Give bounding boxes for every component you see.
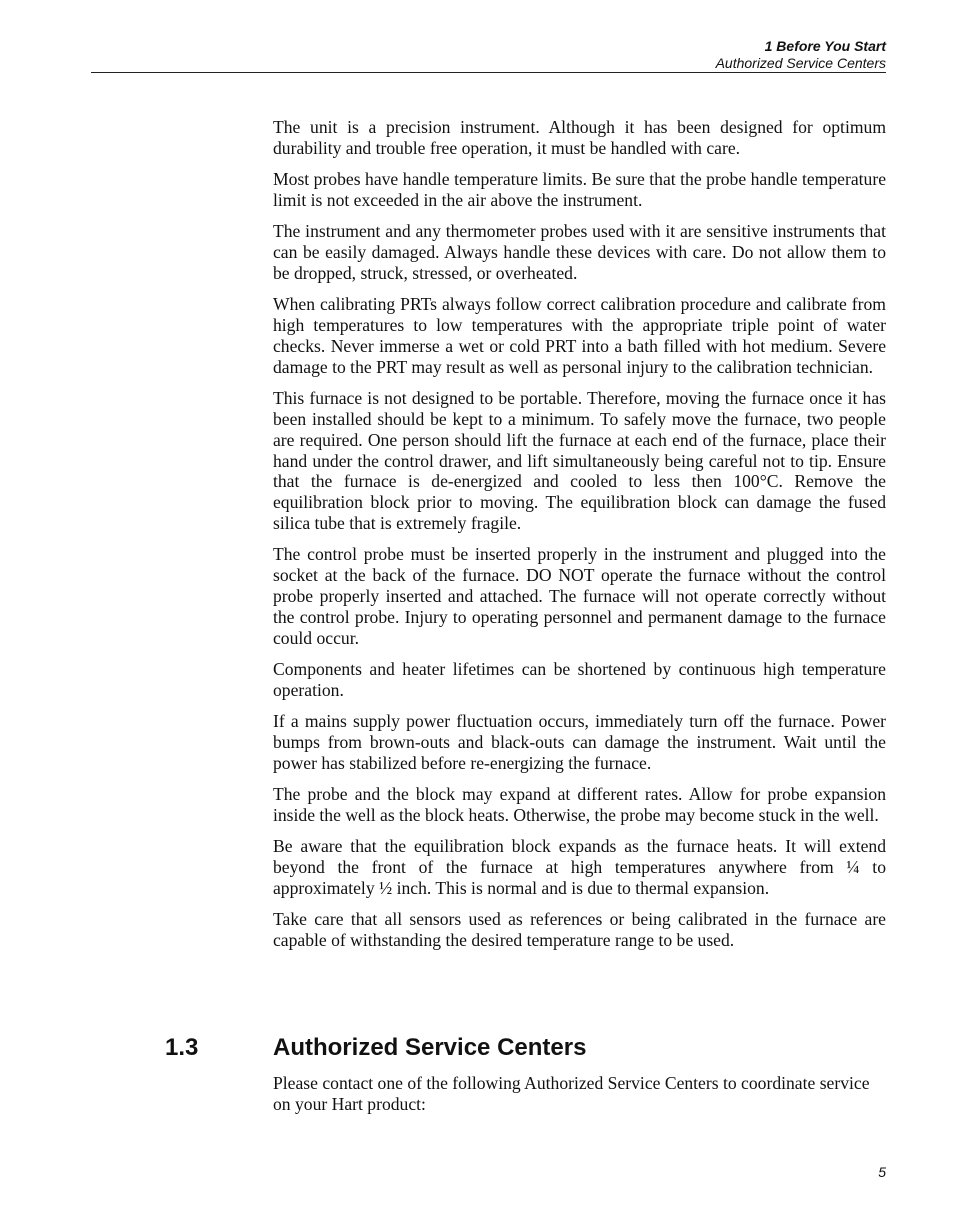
section-intro: Please contact one of the following Authorized Service Centers to coordinate service on your Hart product: xyxy=(273,1073,870,1114)
paragraph-probe-handle-limits: Most probes have handle temperature limits. Be sure that the probe handle temperature limit is not exceeded in the air above the instrument. xyxy=(273,169,886,210)
paragraph-control-probe: The control probe must be inserted properly in the instrument and plugged into the socket at the back of the furnace. DO NOT operate the furnace without the control probe properly inserted and attached. The furnace will not operate correctly without the control probe. Injury to operating personnel and permanent damage to the furnace could occur. xyxy=(273,544,886,648)
paragraph-sensor-range: Take care that all sensors used as references or being calibrated in the furnace are capable of withstanding the desired temperature range to be used. xyxy=(273,909,886,951)
paragraph-probe-expansion: The probe and the block may expand at different rates. Allow for probe expansion inside the well as the block heats. Otherwise, the probe may become stuck in the well. xyxy=(273,784,886,825)
section-title: Authorized Service Centers xyxy=(273,1034,587,1061)
running-head-chapter: 1 Before You Start xyxy=(764,38,886,54)
paragraph-block-expansion: Be aware that the equilibration block expands as the furnace heats. It will extend beyond the front of the furnace at high temperatures anywhere from ¼ to approximately ½ inch. This is normal and is due to thermal expansion. xyxy=(273,836,886,898)
paragraph-power-fluctuation: If a mains supply power fluctuation occurs, immediately turn off the furnace. Power bumps from brown-outs and black-outs can damage the instrument. Wait until the power has stabilized before re-energizing the furnace. xyxy=(273,711,886,773)
paragraph-moving-furnace: This furnace is not designed to be portable. Therefore, moving the furnace once it has been installed should be kept to a minimum. To safely move the furnace, two people are required. One person should lift the furnace at each end of the furnace, place their hand under the control drawer, and lift simultaneously being careful not to tip. Ensure that the furnace is de-energized and cooled to less then 100°C. Remove the equilibration block prior to moving. The equilibration block can damage the fused silica tube that is extremely fragile. xyxy=(273,388,886,533)
body-text xyxy=(273,117,886,961)
paragraph-handle-with-care: The unit is a precision instrument. Although it has been designed for optimum durability and trouble free operation, it must be handled with care. xyxy=(273,117,886,158)
running-head-section: Authorized Service Centers xyxy=(715,55,886,71)
section-number: 1.3 xyxy=(165,1034,199,1061)
running-head xyxy=(716,38,886,72)
paragraph-heater-lifetimes: Components and heater lifetimes can be shortened by continuous high temperature operation. xyxy=(273,658,886,700)
section-heading xyxy=(165,1033,586,1063)
paragraph-sensitive-instruments: The instrument and any thermometer probes used with it are sensitive instruments that can be easily damaged. Always handle these devices with care. Do not allow them to be dropped, struck, stressed, or overheated. xyxy=(273,221,886,283)
header-rule xyxy=(91,72,886,73)
page-number: 5 xyxy=(878,1164,886,1180)
paragraph-calibrating-prts: When calibrating PRTs always follow correct calibration procedure and calibrate from high temperatures to low temperatures with the appropriate triple point of water checks. Never immerse a wet or cold PRT into a bath filled with hot medium. Severe damage to the PRT may result as well as personal injury to the calibration technician. xyxy=(273,294,886,377)
